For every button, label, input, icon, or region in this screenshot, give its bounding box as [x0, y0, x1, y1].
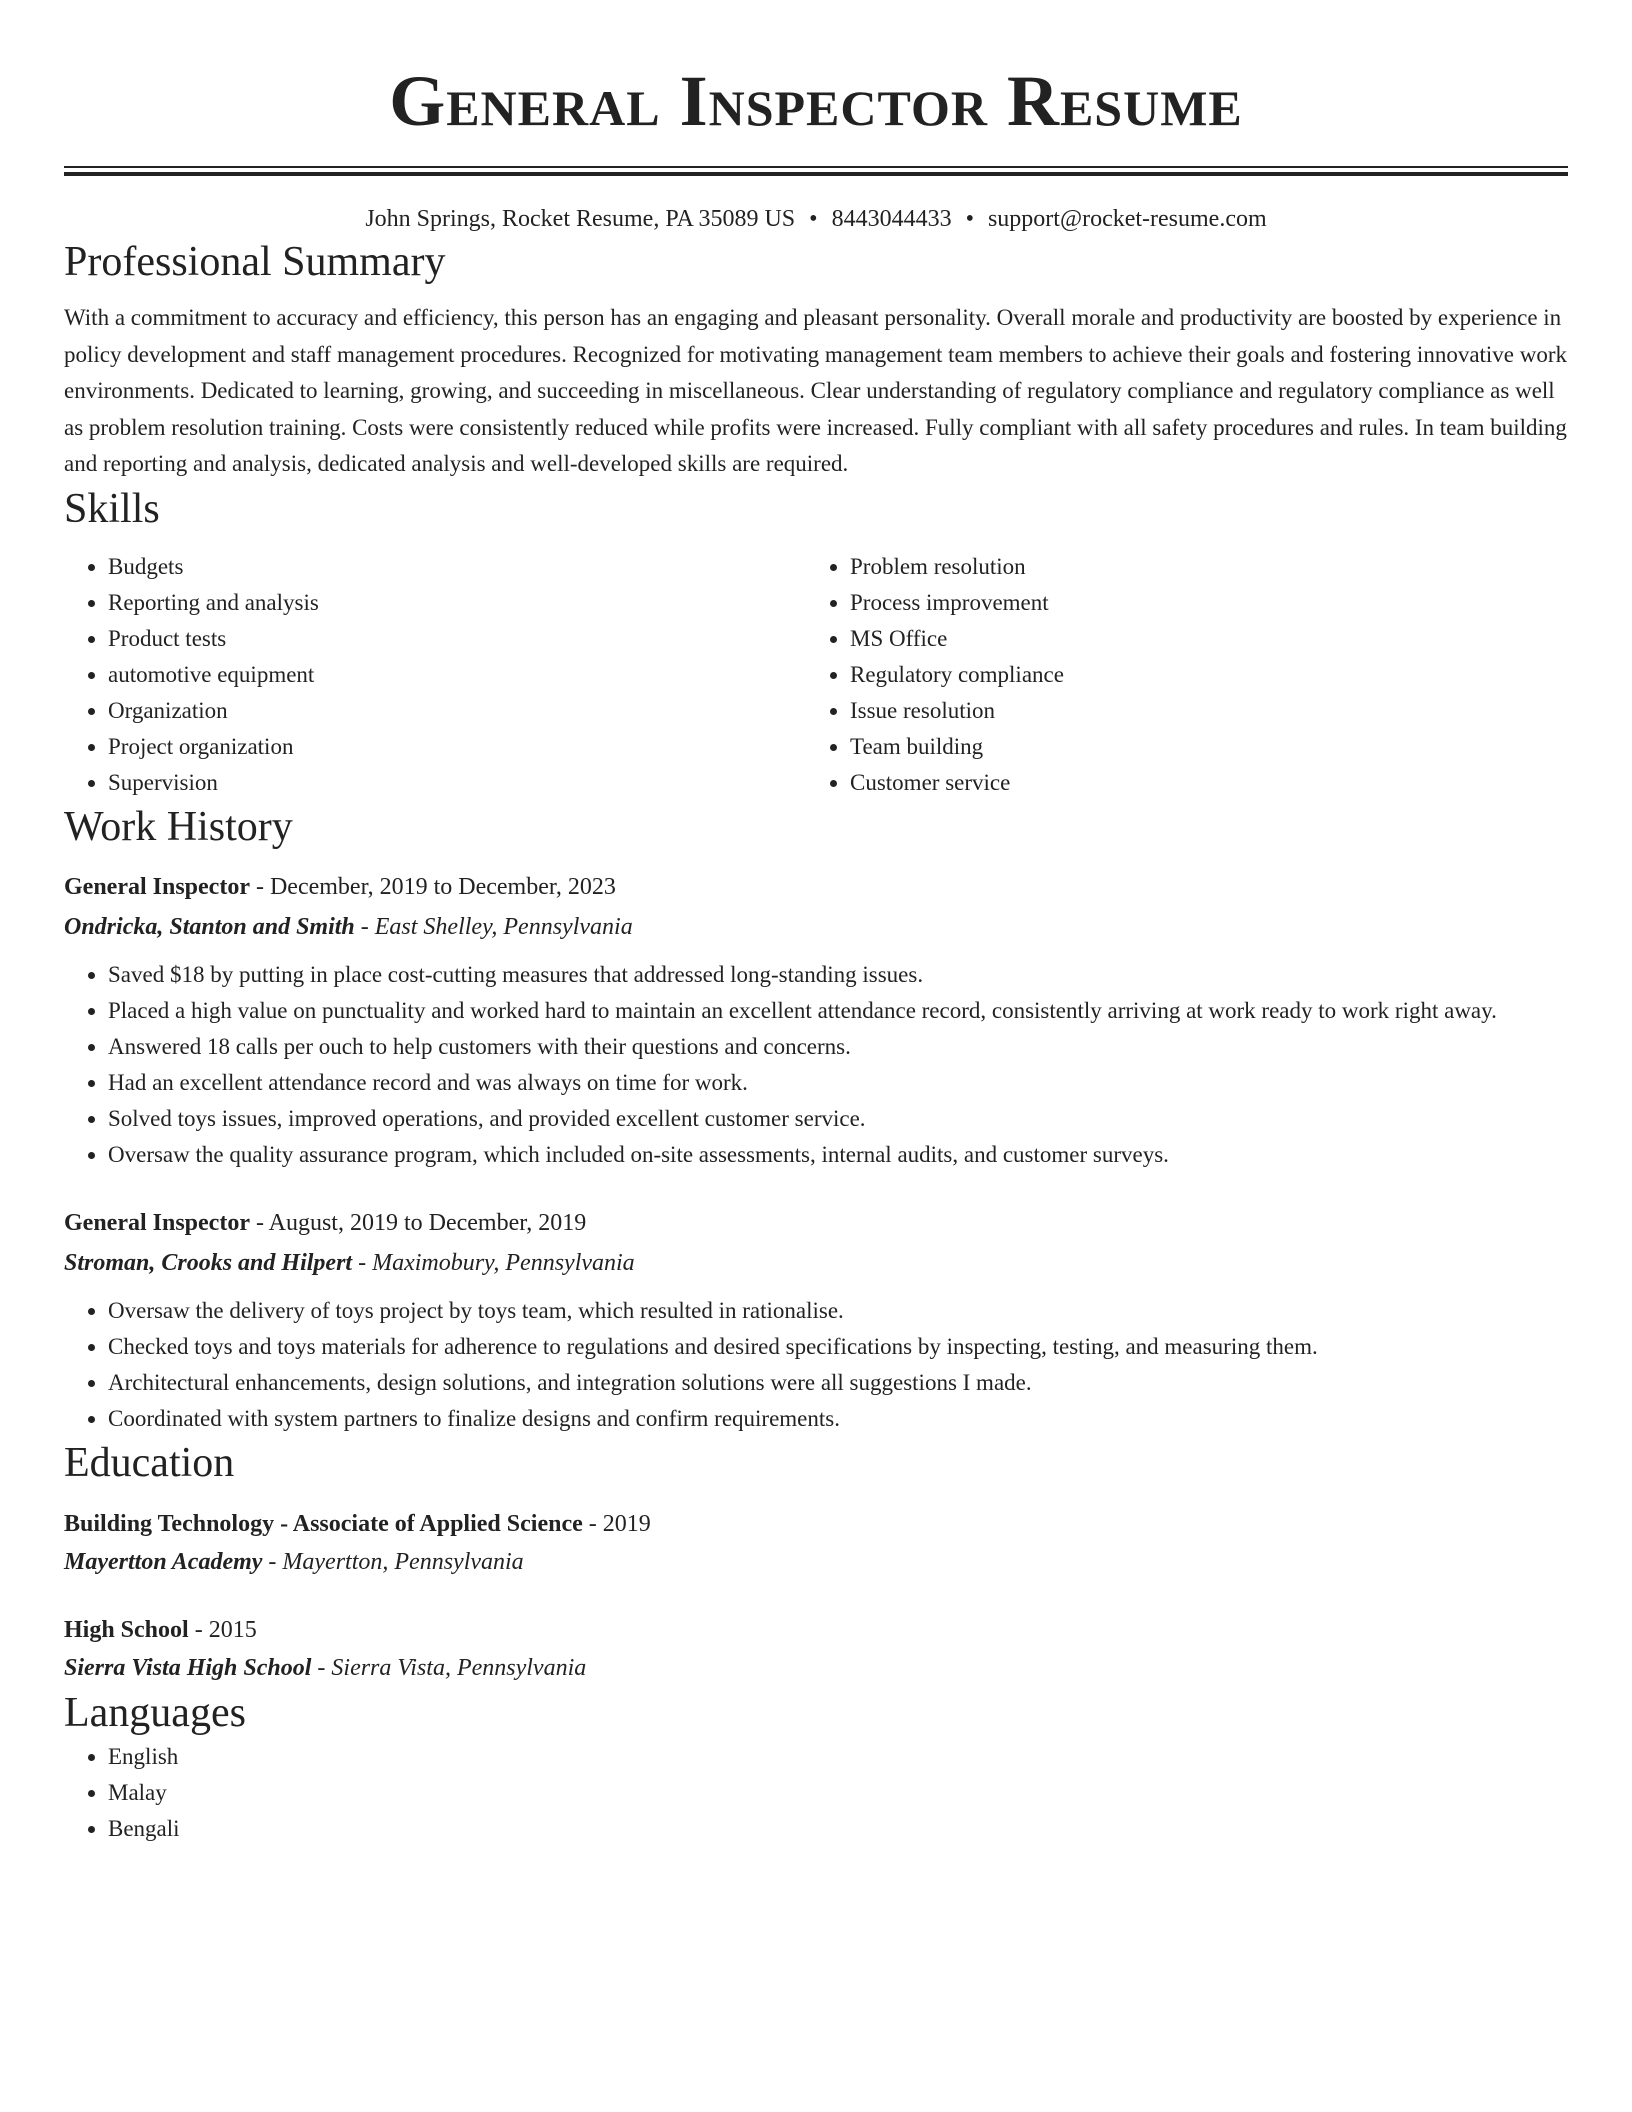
skill-item: • Regulatory compliance: [850, 657, 1548, 693]
skill-item: • Customer service: [850, 765, 1548, 801]
job-bullet: • Placed a high value on punctuality and worked hard to maintain an excellent attendance record, consistently arriving at work ready to work right away.: [108, 993, 1568, 1029]
job-company-line: [64, 907, 1568, 947]
education-school: Mayertton Academy: [64, 1548, 263, 1575]
resume-title: General Inspector Resume: [389, 61, 1243, 141]
skill-item: • Problem resolution: [850, 549, 1548, 585]
education-school-line: [64, 1543, 1568, 1581]
education-entry: [64, 1505, 1568, 1581]
job-dates: - December, 2019 to December, 2023: [249, 873, 616, 900]
language-item: • Bengali: [108, 1811, 1568, 1847]
education-degree-line: [64, 1611, 1568, 1649]
contact-separator: •: [809, 206, 818, 232]
job-title-line: [64, 867, 1568, 907]
education-school-line: [64, 1649, 1568, 1687]
languages-heading: Languages: [64, 1689, 246, 1736]
job-entry: [64, 867, 1568, 1173]
education-degree: High School: [64, 1616, 189, 1643]
title-divider: [64, 166, 1568, 176]
skill-item: • Issue resolution: [850, 693, 1548, 729]
skill-item: • Reporting and analysis: [108, 585, 806, 621]
skills-heading: Skills: [64, 485, 160, 532]
job-bullet: • Architectural enhancements, design solutions, and integration solutions were all suggestions I made.: [108, 1365, 1568, 1401]
summary-text: With a commitment to accuracy and efficiency, this person has an engaging and pleasant personality. Overall morale and productivity are boosted by experience in policy development and staff management procedures. Recognized for motivating management team members to achieve their goals and fostering innovative work environments. Dedicated to learning, growing, and succeeding in miscellaneous. Clear understanding of regulatory compliance and regulatory compliance as well as problem resolution training. Costs were consistently reduced while profits were increased. Fully compliant with all safety procedures and rules. In team building and reporting and analysis, dedicated analysis and well-developed skills are required.: [64, 305, 1568, 476]
contact-separator: •: [965, 206, 974, 232]
language-item: • English: [108, 1739, 1568, 1775]
skills-list-left: [64, 549, 806, 801]
job-company-line: [64, 1243, 1568, 1283]
job-company: Ondricka, Stanton and Smith: [64, 913, 355, 940]
skill-item: • Process improvement: [850, 585, 1548, 621]
contact-phone: 8443044433: [831, 206, 952, 232]
job-company: Stroman, Crooks and Hilpert: [64, 1249, 353, 1276]
language-item: • Malay: [108, 1775, 1568, 1811]
education-degree: Building Technology - Associate of Applied Science: [64, 1510, 583, 1537]
languages-list: [64, 1739, 1568, 1847]
skill-item: • MS Office: [850, 621, 1548, 657]
education-school: Sierra Vista High School: [64, 1654, 312, 1681]
skills-columns: [64, 549, 1568, 801]
summary-heading: Professional Summary: [64, 239, 446, 285]
skill-item: • Supervision: [108, 765, 806, 801]
education-year: - 2019: [582, 1510, 651, 1537]
job-bullet: • Oversaw the quality assurance program, which included on-site assessments, internal audits, and customer surveys.: [108, 1137, 1568, 1173]
education-location: - Sierra Vista, Pennsylvania: [311, 1654, 587, 1681]
job-entry: [64, 1203, 1568, 1437]
job-title: General Inspector: [64, 873, 250, 900]
contact-address: John Springs, Rocket Resume, PA 35089 US: [365, 206, 796, 232]
contact-line: [64, 202, 1568, 236]
job-bullet: • Solved toys issues, improved operations, and provided excellent customer service.: [108, 1101, 1568, 1137]
job-bullet: • Oversaw the delivery of toys project by toys team, which resulted in rationalise.: [108, 1293, 1568, 1329]
skill-item: • Product tests: [108, 621, 806, 657]
job-bullet: • Had an excellent attendance record and was always on time for work.: [108, 1065, 1568, 1101]
job-location: - Maximobury, Pennsylvania: [352, 1249, 635, 1276]
job-bullet: • Coordinated with system partners to finalize designs and confirm requirements.: [108, 1401, 1568, 1437]
job-bullet: • Checked toys and toys materials for adherence to regulations and desired specifications by inspecting, testing, and measuring them.: [108, 1329, 1568, 1365]
job-location: - East Shelley, Pennsylvania: [354, 913, 633, 940]
contact-email: support@rocket-resume.com: [987, 206, 1267, 232]
job-bullets: [64, 1293, 1568, 1437]
job-bullet: • Answered 18 calls per ouch to help customers with their questions and concerns.: [108, 1029, 1568, 1065]
work-history-heading: Work History: [64, 803, 293, 850]
education-heading: Education: [64, 1439, 235, 1486]
job-bullet: • Saved $18 by putting in place cost-cutting measures that addressed long-standing issues.: [108, 957, 1568, 993]
skill-item: • Budgets: [108, 549, 806, 585]
skill-item: • automotive equipment: [108, 657, 806, 693]
skill-item: • Organization: [108, 693, 806, 729]
education-degree-line: [64, 1505, 1568, 1543]
job-title-line: [64, 1203, 1568, 1243]
education-year: - 2015: [188, 1616, 257, 1643]
job-dates: - August, 2019 to December, 2019: [249, 1209, 587, 1236]
skill-item: • Project organization: [108, 729, 806, 765]
skills-list-right: [806, 549, 1548, 801]
job-bullets: [64, 957, 1568, 1173]
education-location: - Mayertton, Pennsylvania: [262, 1548, 524, 1575]
education-entry: [64, 1611, 1568, 1687]
job-title: General Inspector: [64, 1209, 250, 1236]
skill-item: • Team building: [850, 729, 1548, 765]
